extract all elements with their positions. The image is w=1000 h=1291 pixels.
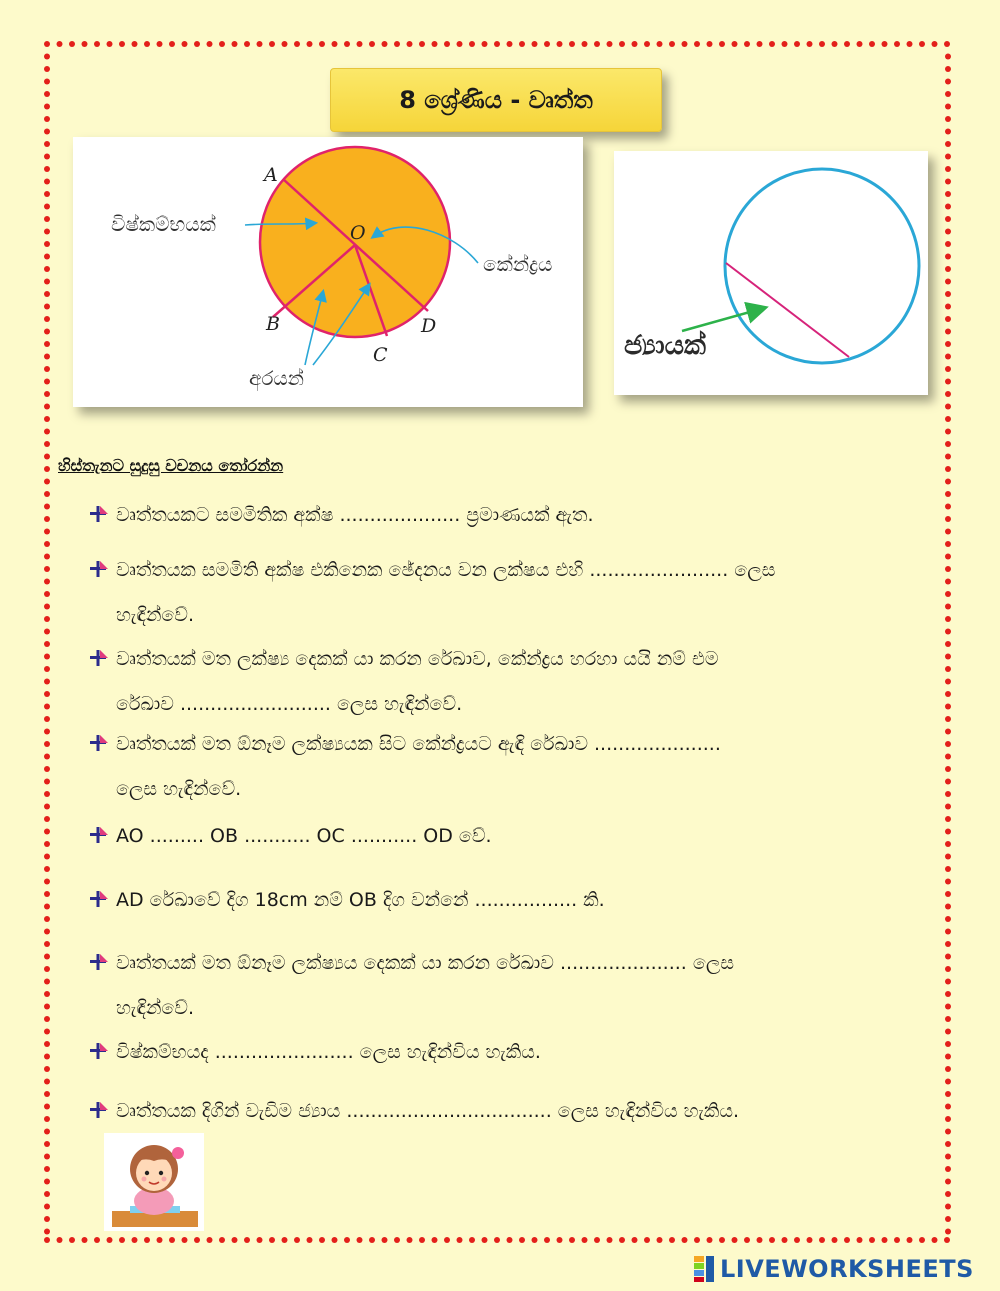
question-text: වෘත්තයක් මත ඕනෑම ලක්ෂ්‍යයක සිට කේන්ද්‍රයට ඇඳි රේඛාව ..................... — [116, 733, 721, 755]
question-text: AD රේඛාවේ දිග 18cm නම් OB දිග වන්නේ ................. කි. — [116, 889, 605, 911]
diameter-label: විෂ්කම්භයක් — [111, 212, 216, 236]
chord-label: ජ්‍යායක් — [624, 330, 706, 361]
chord-arrow — [682, 308, 764, 331]
liveworksheets-logo-icon — [694, 1256, 716, 1282]
bullet-icon — [88, 881, 110, 901]
liveworksheets-brand — [694, 1254, 974, 1284]
question-text: වෘත්තයක සමමිති අක්ෂ එකිනෙක ඡේදනය වන ලක්ෂය එහි ....................... ලෙස — [116, 559, 776, 581]
question-item — [88, 1030, 938, 1075]
question-text-continued: ලෙස හැඳින්වේ. — [116, 778, 242, 800]
instruction-heading: හිස්තැනට සුදුසු වචනය තෝරන්න — [58, 456, 284, 475]
question-item — [88, 941, 938, 1031]
bullet-icon — [88, 817, 110, 837]
chord-figure — [614, 151, 928, 395]
worksheet-title: 8 ශ්‍රේණිය - වෘත්ත — [330, 68, 662, 132]
point-label-d: D — [421, 315, 437, 337]
point-label-b: B — [266, 313, 280, 335]
chord-circle — [725, 169, 919, 363]
chord-diagram — [614, 151, 928, 395]
point-label-a: A — [264, 164, 278, 186]
bullet-icon — [88, 944, 110, 964]
bullet-icon — [88, 640, 110, 660]
bullet-icon — [88, 551, 110, 571]
question-item — [88, 1089, 938, 1134]
question-text: AO ......... OB ........... OC ........... OD වේ. — [116, 825, 492, 847]
brand-name: LIVEWORKSHEETS — [720, 1255, 974, 1283]
circle-parts-diagram — [73, 137, 583, 407]
question-text-continued: හැඳින්වේ. — [116, 997, 195, 1019]
child-writing-illustration — [104, 1133, 204, 1231]
question-item — [88, 814, 938, 859]
question-item — [88, 878, 938, 923]
question-item — [88, 637, 938, 727]
question-text: වෘත්තයකට සමමිතික අක්ෂ .................... ප්‍රමාණයක් ඇත. — [116, 504, 594, 526]
question-item — [88, 493, 938, 538]
question-item — [88, 548, 938, 638]
question-text: වෘත්තයක් මත ලක්ෂ්‍ය දෙකක් යා කරන රේඛාව, කේන්ද්‍රය හරහා යයි නම් එම — [116, 648, 719, 670]
circle-parts-figure — [73, 137, 583, 407]
center-label: කේන්ද්‍රය — [483, 252, 553, 276]
bullet-icon — [88, 1033, 110, 1053]
bullet-icon — [88, 1092, 110, 1112]
radii-label: අරයන් — [249, 366, 305, 390]
question-text: වෘත්තයක් මත ඕනෑම ලක්ෂ්‍යය දෙකක් යා කරන රේඛාව ..................... ලෙස — [116, 952, 734, 974]
bullet-icon — [88, 496, 110, 516]
chord-line — [726, 263, 849, 357]
question-text-continued: රේඛාව ......................... ලෙස හැඳින්වේ. — [116, 693, 463, 715]
question-item — [88, 722, 938, 812]
bullet-icon — [88, 725, 110, 745]
question-text: වෘත්තයක දිගින් වැඩිම ජ්‍යාය .................................. ලෙස හැඳින්විය හැකිය. — [116, 1100, 740, 1122]
question-text: විෂ්කම්භයද ....................... ලෙස හැඳින්විය හැකිය. — [116, 1041, 541, 1063]
point-label-c: C — [373, 344, 388, 366]
question-text-continued: හැඳින්වේ. — [116, 604, 195, 626]
point-label-o: O — [350, 222, 366, 244]
